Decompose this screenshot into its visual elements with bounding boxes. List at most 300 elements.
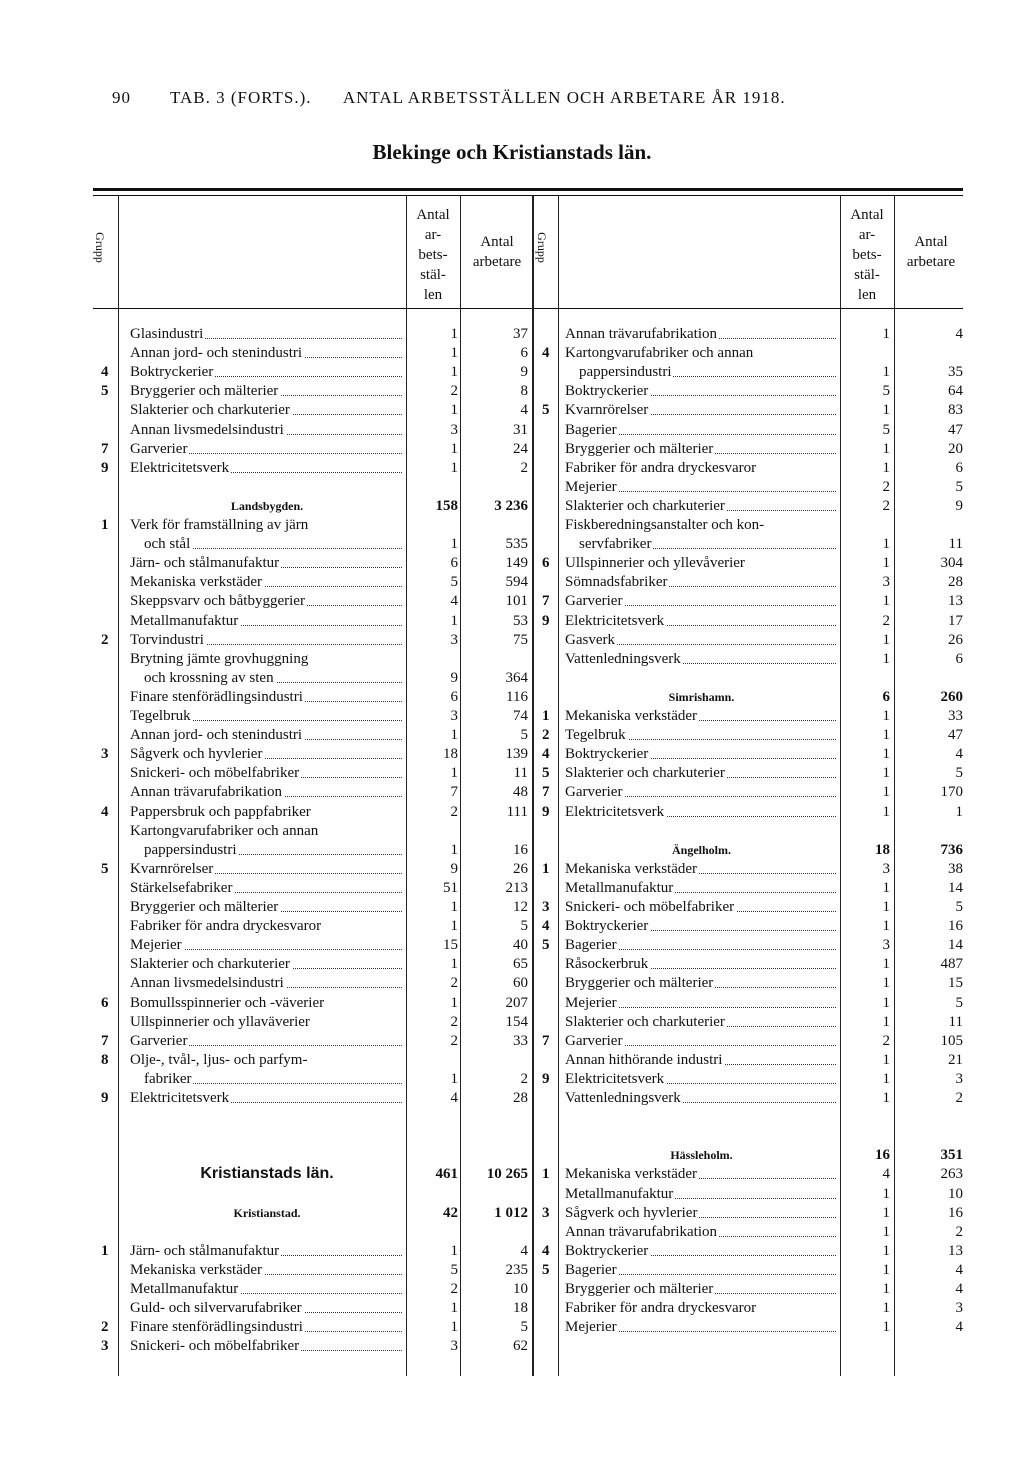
industry-name <box>565 458 840 478</box>
antal-arbetsstallen-value: 3 <box>450 708 458 724</box>
industry-name <box>565 1031 840 1051</box>
industry-name <box>565 1088 840 1108</box>
antal-arbetare-value: 26 <box>948 631 963 648</box>
table-row <box>0 1126 1024 1146</box>
antal-arbetare-value: 9 <box>520 364 528 381</box>
antal-arbetare-value: 6 <box>955 459 963 476</box>
antal-arbetare-value: 260 <box>940 688 963 705</box>
antal-arbetare-value: 35 <box>948 364 963 381</box>
antal-arbetsstallen-value: 1 <box>882 1223 890 1240</box>
antal-arbetsstallen-value: 2 <box>882 497 890 514</box>
antal-arbetsstallen-value: 1 <box>882 1185 890 1202</box>
antal-arbetare-value: 139 <box>505 746 528 763</box>
industry-name-text: fabriker <box>144 1070 192 1087</box>
antal-arbetare-value: 33 <box>513 1032 528 1049</box>
industry-name <box>565 916 840 936</box>
header-rule <box>93 308 963 309</box>
industry-name-text: Garverier <box>565 1032 623 1049</box>
industry-name <box>565 630 840 650</box>
industry-name-text: Järn- och stålmanufaktur <box>130 555 280 572</box>
group-number: 7 <box>101 440 109 457</box>
industry-name-text: Skeppsvarv och båtbyggerier <box>130 593 305 610</box>
antal-arbetare-value: 33 <box>948 708 963 724</box>
antal-arbetsstallen-value: 2 <box>882 1032 890 1049</box>
industry-name <box>565 553 840 573</box>
industry-name-text: Elektricitetsverk <box>130 459 230 476</box>
industry-name-text: Verk för framställning av järn <box>130 517 309 533</box>
industry-name-text: Kristianstad. <box>233 1205 301 1220</box>
industry-name-text: Garverier <box>130 440 188 457</box>
industry-name-text: Metallmanufaktur <box>130 612 239 629</box>
antal-arbetsstallen-value: 1 <box>882 1281 890 1297</box>
industry-name-text: Annan trävarufabrikation <box>565 326 718 342</box>
antal-arbetsstallen-value: 1 <box>450 612 458 629</box>
group-number: 7 <box>101 1032 109 1049</box>
antal-arbetare-value: 18 <box>513 1300 528 1317</box>
antal-arbetsstallen-value: 1 <box>450 1242 458 1259</box>
antal-arbetsstallen-value: 2 <box>450 803 458 820</box>
antal-arbetare-value: 2 <box>955 1090 963 1106</box>
antal-arbetare-value: 75 <box>513 631 528 648</box>
antal-arbetsstallen-header-left: Antal ar- bets- stäl- len <box>416 207 450 303</box>
industry-name-text: Ängelholm. <box>671 842 731 857</box>
table-row <box>0 1203 1024 1223</box>
industry-name <box>579 362 840 382</box>
industry-name-text: Bagerier <box>565 421 617 438</box>
antal-arbetare-value: 47 <box>948 421 963 438</box>
antal-arbetare-value: 105 <box>940 1032 963 1049</box>
antal-arbetare-value: 16 <box>948 918 963 935</box>
industry-name <box>565 802 840 822</box>
industry-name-text: Garverier <box>565 784 623 801</box>
industry-name-text: Boktryckerier <box>130 364 214 381</box>
group-number: 4 <box>542 918 550 935</box>
antal-arbetsstallen-value: 1 <box>882 1204 890 1221</box>
antal-arbetare-value: 47 <box>948 727 963 744</box>
industry-name <box>565 1050 840 1070</box>
industry-name-text: Kvarnrörelser <box>565 402 649 419</box>
antal-arbetsstallen-value: 1 <box>882 593 890 610</box>
antal-arbetsstallen-value: 16 <box>875 1147 890 1164</box>
antal-arbetare-value: 17 <box>948 612 963 629</box>
antal-arbetsstallen-value: 2 <box>882 612 890 629</box>
group-number: 1 <box>542 860 550 877</box>
antal-arbetare-value: 16 <box>948 1204 963 1221</box>
antal-arbetsstallen-value: 1 <box>882 746 890 763</box>
antal-arbetare-value: 48 <box>513 784 528 801</box>
industry-name <box>565 1012 840 1032</box>
antal-arbetare-value: 5 <box>520 918 528 935</box>
industry-name-text: Bryggerier och mälterier <box>565 440 714 457</box>
antal-arbetare-value: 364 <box>505 669 528 686</box>
antal-arbetsstallen-value: 2 <box>882 478 890 495</box>
antal-arbetsstallen-value: 51 <box>443 879 458 896</box>
antal-arbetare-value: 40 <box>513 937 528 954</box>
antal-arbetare-value: 4 <box>955 326 963 342</box>
group-number: 4 <box>542 1242 550 1259</box>
industry-name-text: Elektricitetsverk <box>565 803 665 820</box>
antal-arbetare-value: 11 <box>948 1013 963 1030</box>
industry-name-text: Brytning jämte grovhuggning <box>130 650 309 667</box>
industry-name <box>565 1145 840 1165</box>
antal-arbetare-value: 31 <box>513 421 528 438</box>
industry-name-text: Tegelbruk <box>130 708 191 724</box>
antal-arbetare-value: 21 <box>948 1051 963 1068</box>
antal-arbetsstallen-value: 5 <box>450 574 458 591</box>
industry-name-text: Fabriker för andra dryckesvaror <box>130 918 322 935</box>
industry-name <box>565 1317 840 1337</box>
antal-arbetare-value: 4 <box>955 746 963 763</box>
antal-arbetare-value: 74 <box>513 708 528 724</box>
page-number: 90 <box>112 88 131 107</box>
industry-name-text: Snickeri- och möbelfabriker <box>130 765 300 782</box>
industry-name-text: Vattenledningsverk <box>565 1090 681 1106</box>
industry-name-text <box>130 1109 132 1125</box>
antal-arbetsstallen-value: 18 <box>443 746 458 763</box>
industry-name <box>565 611 840 631</box>
industry-name-text: Olje-, tvål-, ljus- och parfym- <box>130 1051 308 1068</box>
antal-arbetare-value: 154 <box>505 1013 528 1030</box>
antal-arbetare-header-right: Antal arbetare <box>906 234 956 270</box>
antal-arbetare-value: 5 <box>520 727 528 744</box>
antal-arbetare-value: 3 <box>955 1300 963 1317</box>
group-number: 1 <box>101 517 109 533</box>
antal-arbetare-value: 736 <box>940 841 963 858</box>
antal-arbetare-value: 6 <box>955 650 963 667</box>
antal-arbetsstallen-value: 5 <box>450 1261 458 1278</box>
industry-name <box>565 1164 840 1184</box>
industry-name-text: Fiskberedningsanstalter och kon- <box>565 517 765 533</box>
antal-arbetare-value: 111 <box>506 803 528 820</box>
industry-name-text: Annan jord- och stenindustri <box>130 727 303 744</box>
industry-name <box>565 591 840 611</box>
industry-name-text: Snickeri- och möbelfabriker <box>565 899 735 915</box>
group-number: 3 <box>101 746 109 763</box>
industry-name-text: Vattenledningsverk <box>565 650 681 667</box>
industry-name-text <box>565 1109 567 1125</box>
table-row <box>0 1184 1024 1204</box>
industry-name-text: Kvarnrörelser <box>130 860 214 877</box>
industry-name-text: Annan livsmedelsindustri <box>130 421 284 438</box>
industry-name <box>565 1222 840 1242</box>
antal-arbetare-value: 83 <box>948 402 963 419</box>
antal-arbetare-value: 351 <box>940 1147 963 1164</box>
industry-name <box>565 477 840 497</box>
industry-name-text: Mejerier <box>130 937 182 954</box>
industry-name <box>565 1241 840 1261</box>
industry-name-text: Landsbygden. <box>230 498 304 513</box>
antal-arbetare-value: 116 <box>506 688 528 705</box>
antal-arbetare-value: 10 265 <box>486 1166 528 1183</box>
industry-name-text: Bryggerier och mälterier <box>565 1281 714 1297</box>
industry-name-text: Glasindustri <box>130 326 204 342</box>
antal-arbetsstallen-value: 1 <box>882 1300 890 1317</box>
antal-arbetsstallen-value: 1 <box>450 994 458 1011</box>
industry-name-text: Annan trävarufabrikation <box>130 784 283 801</box>
antal-arbetsstallen-value: 3 <box>882 574 890 591</box>
industry-name <box>565 515 840 535</box>
industry-name-text: Bomullsspinnerier och -väverier <box>130 994 325 1011</box>
antal-arbetsstallen-value: 1 <box>450 765 458 782</box>
industry-name-text <box>130 1147 132 1163</box>
industry-name <box>565 1184 840 1204</box>
industry-name-text: Bagerier <box>565 937 617 954</box>
industry-name-text: Mekaniska verkstäder <box>565 860 698 877</box>
industry-name <box>565 1126 840 1146</box>
antal-arbetsstallen-value: 1 <box>882 326 890 342</box>
antal-arbetare-value: 1 <box>955 803 963 820</box>
antal-arbetare-value: 4 <box>955 1319 963 1336</box>
industry-name-text: Annan livsmedelsindustri <box>130 975 284 992</box>
antal-arbetsstallen-value: 1 <box>450 899 458 915</box>
industry-name-text: Bryggerier och mälterier <box>565 975 714 992</box>
industry-name-text: Elektricitetsverk <box>130 1090 230 1106</box>
antal-arbetsstallen-value: 6 <box>450 688 458 705</box>
antal-arbetare-value: 5 <box>955 765 963 782</box>
industry-name-text: Metallmanufaktur <box>130 1281 239 1297</box>
antal-arbetare-value: 263 <box>940 1166 963 1183</box>
antal-arbetsstallen-value: 15 <box>443 937 458 954</box>
industry-name-text: Mekaniska verkstäder <box>565 708 698 724</box>
group-number: 7 <box>542 1032 550 1049</box>
group-number: 3 <box>101 1338 109 1355</box>
antal-arbetsstallen-value: 1 <box>882 1319 890 1336</box>
industry-name <box>565 400 840 420</box>
industry-name-text: Sömnadsfabriker <box>565 574 668 591</box>
industry-name <box>565 420 840 440</box>
antal-arbetsstallen-value: 9 <box>450 669 458 686</box>
top-rule <box>93 188 963 191</box>
antal-arbetare-value: 64 <box>948 383 963 400</box>
industry-name <box>565 649 840 669</box>
industry-name <box>565 1279 840 1299</box>
antal-arbetare-value: 62 <box>513 1338 528 1355</box>
antal-arbetsstallen-value: 9 <box>450 860 458 877</box>
antal-arbetsstallen-value: 1 <box>882 803 890 820</box>
industry-name-text: Metallmanufaktur <box>565 879 674 896</box>
industry-name-text: Boktryckerier <box>565 746 649 763</box>
industry-name-text: Bryggerier och mälterier <box>130 383 279 400</box>
industry-name-text: Mekaniska verkstäder <box>130 574 263 591</box>
industry-name <box>565 687 840 707</box>
group-number: 2 <box>101 1319 109 1336</box>
group-number: 1 <box>101 1242 109 1259</box>
top-rule-thin <box>93 195 963 196</box>
industry-name-text: Elektricitetsverk <box>565 612 665 629</box>
industry-name <box>565 897 840 917</box>
industry-name <box>565 439 840 459</box>
antal-arbetare-value: 24 <box>513 440 528 457</box>
antal-arbetsstallen-value: 1 <box>882 631 890 648</box>
antal-arbetsstallen-value: 1 <box>882 994 890 1011</box>
group-number: 5 <box>542 1261 550 1278</box>
antal-arbetare-value: 594 <box>505 574 528 591</box>
industry-name-text: och krossning av sten <box>144 669 274 686</box>
antal-arbetsstallen-value: 2 <box>450 1281 458 1297</box>
antal-arbetsstallen-value: 3 <box>450 421 458 438</box>
industry-name-text: Järn- och stålmanufaktur <box>130 1242 280 1259</box>
industry-name-text: och stål <box>144 536 191 553</box>
table-title: ANTAL ARBETSSTÄLLEN OCH ARBETARE ÅR 1918. <box>342 88 786 107</box>
industry-name-text: Kartongvarufabriker och annan <box>130 822 319 839</box>
table-row <box>0 1107 1024 1127</box>
industry-name-text: Annan trävarufabrikation <box>565 1223 718 1240</box>
antal-arbetsstallen-value: 1 <box>882 402 890 419</box>
industry-name-text: Boktryckerier <box>565 918 649 935</box>
industry-name <box>565 782 840 802</box>
antal-arbetare-value: 10 <box>948 1185 963 1202</box>
industry-name <box>565 840 840 860</box>
antal-arbetsstallen-value: 1 <box>882 440 890 457</box>
antal-arbetsstallen-value: 1 <box>450 956 458 973</box>
antal-arbetsstallen-value: 1 <box>882 956 890 973</box>
antal-arbetare-value: 13 <box>948 1242 963 1259</box>
table-label: TAB. 3 (FORTS.). <box>169 88 312 107</box>
industry-name <box>565 668 840 688</box>
antal-arbetare-value: 8 <box>520 383 528 400</box>
industry-name-text: Tegelbruk <box>565 727 626 744</box>
section-row <box>0 1145 1024 1165</box>
antal-arbetsstallen-value: 1 <box>882 899 890 915</box>
industry-name-text: Bagerier <box>565 1261 617 1278</box>
industry-name <box>565 725 840 745</box>
antal-arbetsstallen-value: 2 <box>450 1013 458 1030</box>
group-number: 8 <box>101 1051 109 1068</box>
antal-arbetare-value: 4 <box>520 1242 528 1259</box>
industry-name <box>565 572 840 592</box>
antal-arbetsstallen-value: 3 <box>882 860 890 877</box>
antal-arbetare-value: 9 <box>955 497 963 514</box>
antal-arbetsstallen-value: 18 <box>875 841 890 858</box>
page-header <box>112 88 786 108</box>
group-number: 7 <box>542 593 550 610</box>
industry-name-text <box>130 1186 132 1202</box>
industry-name-text: Ullspinnerier och yllevåverier <box>565 555 745 572</box>
antal-arbetsstallen-value: 1 <box>882 727 890 744</box>
industry-name-text <box>565 1128 567 1144</box>
industry-name-text: Finare stenförädlingsindustri <box>130 688 303 705</box>
table-row <box>0 1336 1024 1356</box>
antal-arbetare-header-left: Antal arbetare <box>472 234 522 270</box>
industry-name <box>565 744 840 764</box>
antal-arbetare-value: 5 <box>955 994 963 1011</box>
industry-name <box>565 1069 840 1089</box>
group-number: 5 <box>101 383 109 400</box>
antal-arbetare-value: 28 <box>513 1090 528 1106</box>
antal-arbetsstallen-value: 1 <box>450 536 458 553</box>
industry-name-text: Garverier <box>565 593 623 610</box>
industry-name-text: Mekaniska verkstäder <box>130 1261 263 1278</box>
antal-arbetsstallen-value: 1 <box>450 1070 458 1087</box>
antal-arbetare-value: 3 236 <box>494 497 528 514</box>
industry-name-text: Hässleholm. <box>670 1148 733 1163</box>
antal-arbetare-value: 1 012 <box>494 1204 528 1221</box>
group-number: 6 <box>542 555 550 572</box>
antal-arbetare-value: 38 <box>948 860 963 877</box>
antal-arbetsstallen-header-right: Antal ar- bets- stäl- len <box>850 207 884 303</box>
group-number: 4 <box>101 803 109 820</box>
group-number: 3 <box>542 1204 550 1221</box>
industry-name-text: Kristianstads län. <box>200 1165 334 1183</box>
group-number: 9 <box>101 459 109 476</box>
industry-name <box>565 763 840 783</box>
antal-arbetsstallen-value: 1 <box>882 1051 890 1068</box>
group-number: 5 <box>542 765 550 782</box>
antal-arbetsstallen-value: 2 <box>450 383 458 400</box>
antal-arbetare-value: 20 <box>948 440 963 457</box>
group-number: 1 <box>542 1166 550 1183</box>
group-number: 4 <box>542 746 550 763</box>
antal-arbetsstallen-value: 1 <box>882 650 890 667</box>
industry-name <box>565 1260 840 1280</box>
industry-name-text <box>565 670 567 686</box>
industry-name <box>565 859 840 879</box>
industry-name-text: Annan hithörande industri <box>565 1051 723 1068</box>
antal-arbetare-value: 14 <box>948 937 963 954</box>
antal-arbetsstallen-value: 1 <box>882 784 890 801</box>
industry-name-text: Kartongvarufabriker och annan <box>565 345 754 362</box>
industry-name-text: Sågverk och hyvlerier <box>565 1204 698 1221</box>
antal-arbetsstallen-value: 1 <box>450 918 458 935</box>
antal-arbetare-value: 26 <box>513 860 528 877</box>
antal-arbetsstallen-value: 1 <box>882 1070 890 1087</box>
antal-arbetsstallen-value: 1 <box>882 1013 890 1030</box>
antal-arbetare-value: 5 <box>520 1319 528 1336</box>
group-number: 6 <box>101 994 109 1011</box>
industry-name-text: Mejerier <box>565 1319 617 1336</box>
group-number: 5 <box>542 402 550 419</box>
group-number: 1 <box>542 708 550 724</box>
industry-name-text: Elektricitetsverk <box>565 1070 665 1087</box>
group-number: 4 <box>101 364 109 381</box>
antal-arbetsstallen-value: 1 <box>882 1242 890 1259</box>
industry-name <box>565 381 840 401</box>
table-row <box>0 1222 1024 1242</box>
antal-arbetare-value: 149 <box>505 555 528 572</box>
antal-arbetare-value: 11 <box>513 765 528 782</box>
antal-arbetsstallen-value: 158 <box>435 497 458 514</box>
industry-name-text: Torvindustri <box>130 631 204 648</box>
antal-arbetsstallen-value: 4 <box>882 1166 890 1183</box>
table-subtitle: Blekinge och Kristianstads län. <box>372 140 652 164</box>
industry-name <box>130 1336 406 1356</box>
antal-arbetsstallen-value: 1 <box>450 440 458 457</box>
group-header-right: Grupp <box>534 232 549 263</box>
group-number: 2 <box>101 631 109 648</box>
industry-name-text: servfabriker <box>579 536 652 553</box>
industry-name-text: Mejerier <box>565 478 617 495</box>
industry-name-text: Slakterier och charkuterier <box>565 765 725 782</box>
antal-arbetare-value: 14 <box>948 879 963 896</box>
group-number: 9 <box>542 803 550 820</box>
industry-name-text: Råsockerbruk <box>565 956 649 973</box>
industry-name-text: Garverier <box>130 1032 188 1049</box>
antal-arbetare-value: 11 <box>948 536 963 553</box>
antal-arbetsstallen-value: 1 <box>450 1319 458 1336</box>
industry-name-text: Boktryckerier <box>565 1242 649 1259</box>
antal-arbetsstallen-value: 5 <box>882 421 890 438</box>
antal-arbetare-value: 101 <box>505 593 528 610</box>
table-row <box>0 496 1024 516</box>
industry-name-text: Finare stenförädlingsindustri <box>130 1319 303 1336</box>
antal-arbetare-value: 235 <box>505 1261 528 1278</box>
antal-arbetsstallen-value: 1 <box>450 402 458 419</box>
group-number: 9 <box>101 1090 109 1106</box>
antal-arbetare-value: 65 <box>513 956 528 973</box>
antal-arbetsstallen-value: 1 <box>450 345 458 362</box>
group-number: 7 <box>542 784 550 801</box>
antal-arbetsstallen-value: 1 <box>882 364 890 381</box>
